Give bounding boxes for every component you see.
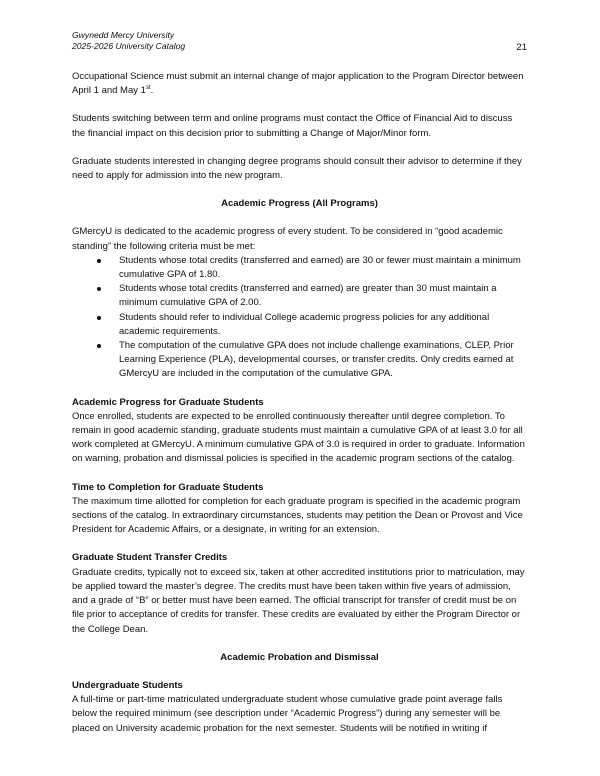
intro-paragraph-1-end: . bbox=[150, 85, 154, 97]
ordinal-suffix: st bbox=[145, 85, 151, 92]
transfer-credits-text: Graduate credits, typically not to exceed six, taken at other accredited institutions prior to matriculation, may be applied toward the master’s degree. The credits must have been taken within five years of admission, and a grade of “B” or better must have been earned. The official transcript for transfer of credit must be on file prior to acceptance of credits for transfer. These credits are evaluated by either the Program Director or the College Dean. bbox=[72, 566, 525, 635]
academic-progress-intro: GMercyU is dedicated to the academic progress of every student. To be considered in “good academic standing” the following criteria must be met: bbox=[72, 226, 503, 252]
page-number: 21 bbox=[516, 42, 527, 53]
academic-progress-criteria-list bbox=[72, 254, 527, 382]
header-catalog-title: 2025-2026 University Catalog bbox=[72, 41, 186, 51]
undergraduate-heading: Undergraduate Students bbox=[72, 679, 183, 691]
time-to-completion-heading: Time to Completion for Graduate Students bbox=[72, 481, 264, 493]
intro-paragraph-2: Students switching between term and online programs must contact the Office of Financial Aid to discuss the financial impact on this decision prior to submitting a Change of Major/Minor form. bbox=[72, 113, 513, 139]
undergraduate-text: A full-time or part-time matriculated undergraduate student whose cumulative grade point average falls below the required minimum (see description under “Academic Progress”) during any semester will be placed on University academic probation for the next semester. Students will be notified in writing if bbox=[72, 694, 503, 734]
list-item: Students whose total credits (transferred and earned) are 30 or fewer must maintain a minimum cumulative GPA of 1.80. bbox=[119, 254, 527, 282]
page-header bbox=[72, 30, 527, 52]
header-institution: Gwynedd Mercy University bbox=[72, 30, 175, 40]
list-item: Students whose total credits (transferred and earned) are greater than 30 must maintain a minimum cumulative GPA of 2.00. bbox=[119, 282, 527, 310]
probation-dismissal-heading: Academic Probation and Dismissal bbox=[220, 651, 379, 663]
time-to-completion-text: The maximum time allotted for completion for each graduate program is specified in the academic program sections of the catalog. In extraordinary circumstances, students may petition the Dean or Provost and Vice President for Academic Affairs, or a designate, in writing for an extension. bbox=[72, 495, 523, 536]
graduate-progress-heading: Academic Progress for Graduate Students bbox=[72, 396, 264, 408]
list-item: The computation of the cumulative GPA does not include challenge examinations, CLEP, Prior Learning Experience (PLA), developmental courses, or transfer credits. Only credits earned at GMercyU are included in the computation of the cumulative GPA. bbox=[119, 339, 527, 382]
intro-paragraph-1 bbox=[72, 70, 527, 98]
intro-paragraph-3: Graduate students interested in changing degree programs should consult their advisor to determine if they need to apply for admission into the new program. bbox=[72, 155, 522, 182]
intro-paragraph-1-text: Occupational Science must submit an internal change of major application to the Program Director between April 1 and May 1 bbox=[72, 71, 524, 97]
list-item: Students should refer to individual College academic progress policies for any additional academic requirements. bbox=[119, 311, 527, 339]
academic-progress-heading: Academic Progress (All Programs) bbox=[221, 198, 378, 210]
graduate-progress-text: Once enrolled, students are expected to be enrolled continuously thereafter until degree completion. To remain in good academic standing, graduate students must maintain a cumulative GPA of at least 3.0 for all work completed at GMercyU. A minimum cumulative GPA of 3.0 is required in order to graduate. Information on warning, probation and dismissal policies is specified in the academic program sections of the catalog. bbox=[72, 410, 525, 465]
transfer-credits-heading: Graduate Student Transfer Credits bbox=[72, 552, 228, 564]
